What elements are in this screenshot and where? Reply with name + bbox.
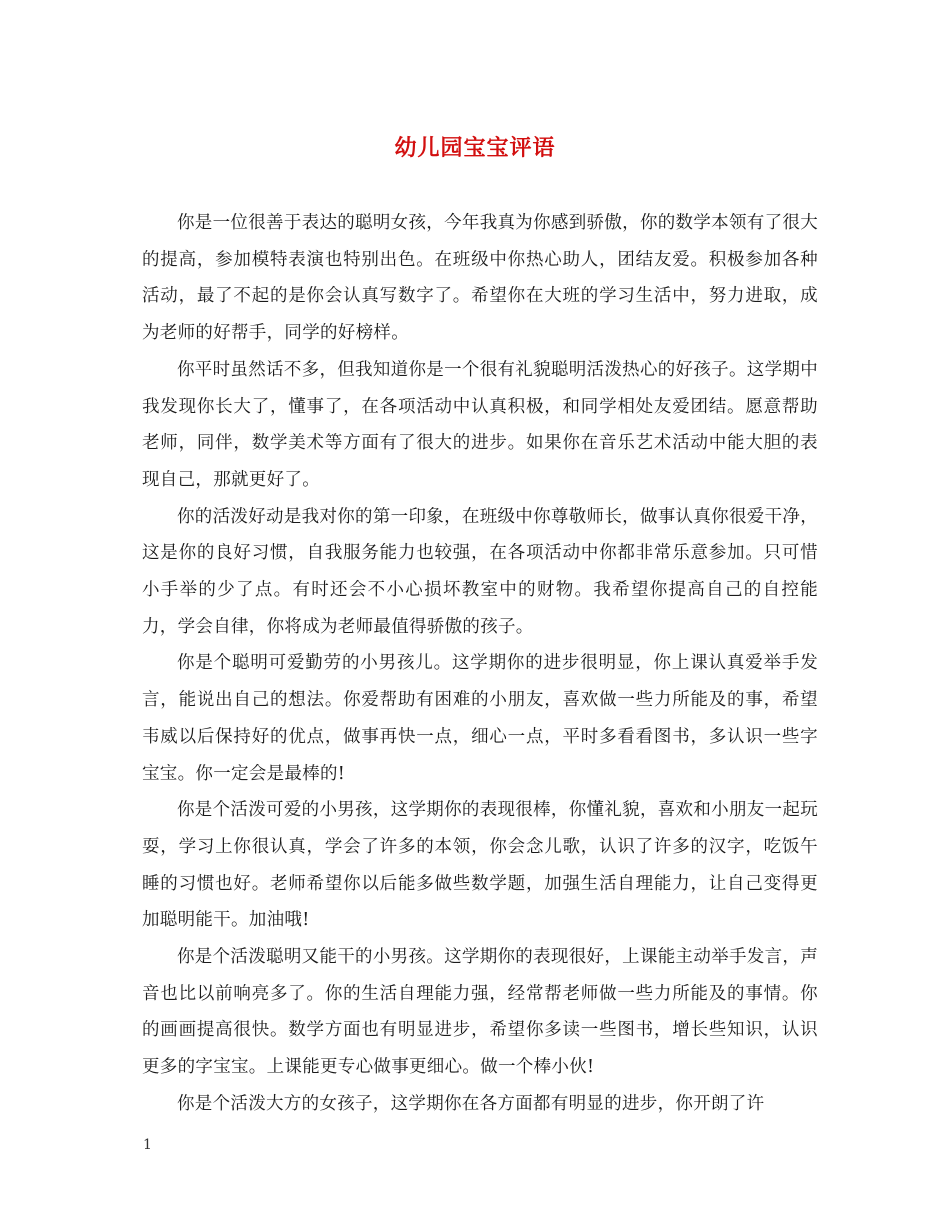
paragraph: 你是个活泼可爱的小男孩，这学期你的表现很棒，你懂礼貌，喜欢和小朋友一起玩耍，学习上你很认真，学会了许多的本领，你会念儿歌，认识了许多的汉字，吃饭午睡的习惯也好。老师希望你以后能多做些数学题，加强生活自理能力，让自己变得更加聪明能干。加油哦! — [142, 800, 818, 931]
paragraph: 你是个聪明可爱勤劳的小男孩儿。这学期你的进步很明显，你上课认真爱举手发言，能说出自己的想法。你爱帮助有困难的小朋友，喜欢做一些力所能及的事，希望韦威以后保持好的优点，做事再快一点，细心一点，平时多看看图书，多认识一些字宝宝。你一定会是最棒的! — [142, 653, 818, 784]
document-body — [142, 205, 818, 1123]
paragraph: 你平时虽然话不多，但我知道你是一个很有礼貌聪明活泼热心的好孩子。这学期中我发现你长大了，懂事了，在各项活动中认真积极，和同学相处友爱团结。愿意帮助老师，同伴，数学美术等方面有了很大的进步。如果你在音乐艺术活动中能大胆的表现自己，那就更好了。 — [142, 359, 818, 490]
paragraph: 你的活泼好动是我对你的第一印象，在班级中你尊敬师长，做事认真你很爱干净，这是你的良好习惯，自我服务能力也较强，在各项活动中你都非常乐意参加。只可惜小手举的少了点。有时还会不小心损坏教室中的财物。我希望你提高自己的自控能力，学会自律，你将成为老师最值得骄傲的孩子。 — [142, 506, 818, 637]
page-number: 1 — [143, 1137, 152, 1153]
document-title: 幼儿园宝宝评语 — [394, 135, 556, 161]
paragraph: 你是一位很善于表达的聪明女孩，今年我真为你感到骄傲，你的数学本领有了很大的提高，参加模特表演也特别出色。在班级中你热心助人，团结友爱。积极参加各种活动，最了不起的是你会认真写数字了。希望你在大班的学习生活中，努力进取，成为老师的好帮手，同学的好榜样。 — [142, 213, 818, 344]
paragraph: 你是个活泼大方的女孩子，这学期你在各方面都有明显的进步，你开朗了许 — [177, 1093, 765, 1114]
paragraph: 你是个活泼聪明又能干的小男孩。这学期你的表现很好，上课能主动举手发言，声音也比以前响亮多了。你的生活自理能力强，经常帮老师做一些力所能及的事情。你的画画提高很快。数学方面也有明显进步，希望你多读一些图书，增长些知识，认识更多的字宝宝。上课能更专心做事更细心。做一个棒小伙! — [142, 947, 818, 1078]
